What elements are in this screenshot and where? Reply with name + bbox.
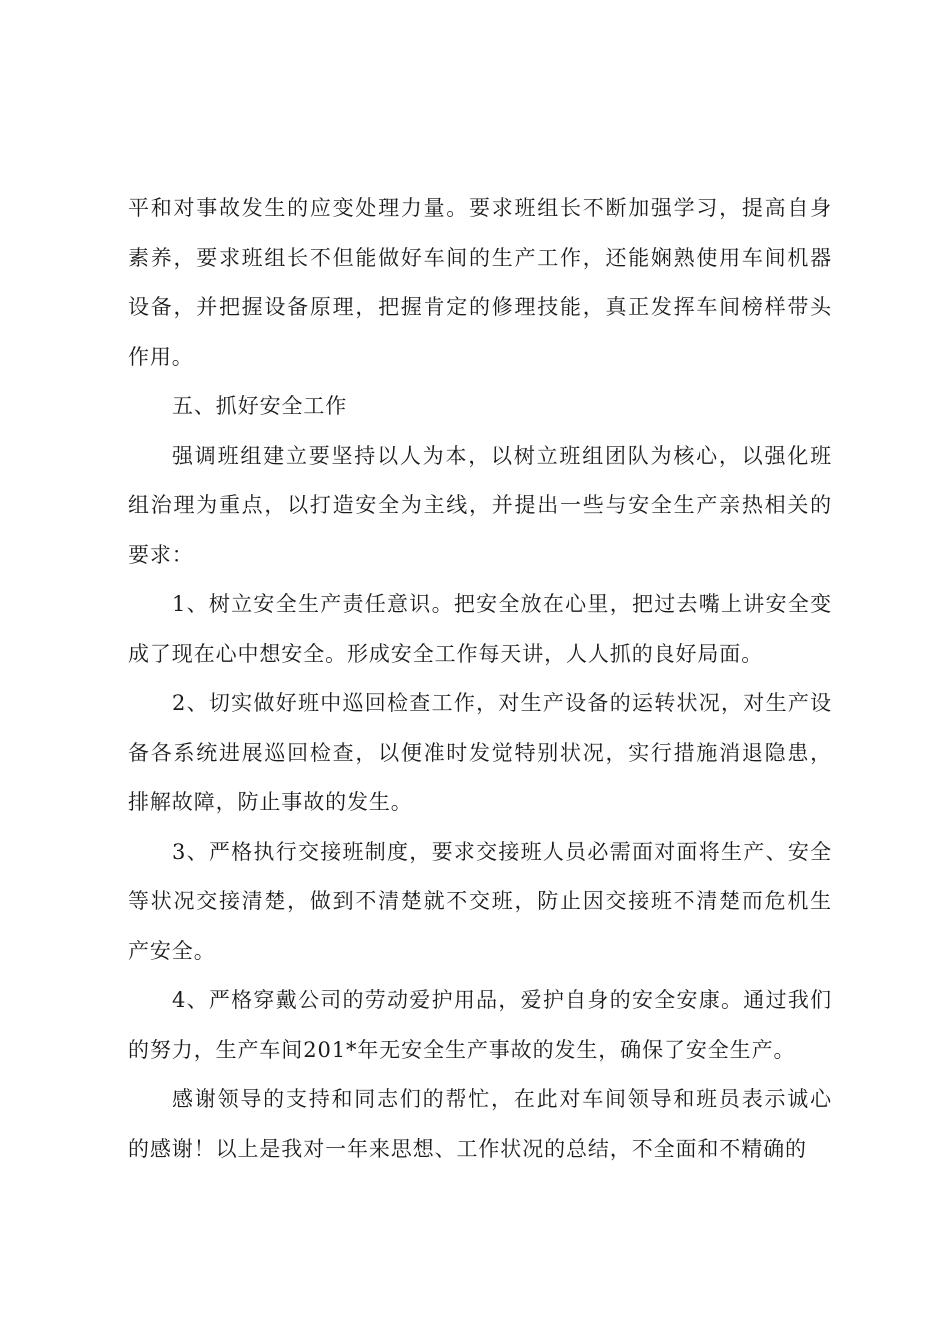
text-line: 备各系统进展巡回检查，以便准时发觉特别状况，实行措施消退隐患， [128,740,832,765]
text-line: 产安全。 [128,938,216,963]
paragraph [128,382,832,432]
text-line: 平和对事故发生的应变处理力量。要求班组长不断加强学习，提高自身 [128,196,832,220]
text-line: 2、切实做好班中巡回检查工作，对生产设备的运转状况，对生产设 [172,691,832,715]
text-line: 素养，要求班组长不但能做好车间的生产工作，还能娴熟使用车间机器 [128,245,832,270]
text-line: 的感谢！以上是我对一年来思想、工作状况的总结，不全面和不精确的 [128,1136,807,1161]
text-line: 设备，并把握设备原理，把握肯定的修理技能，真正发挥车间榜样带头 [128,295,832,319]
paragraph [128,1075,832,1174]
text-line: 1、树立安全生产责任意识。把安全放在心里，把过去嘴上讲安全变 [172,592,832,616]
paragraph [128,976,832,1075]
text-line: 组治理为重点，以打造安全为主线，并提出一些与安全生产亲热相关的 [128,493,832,517]
text-line: 感谢领导的支持和同志们的帮忙，在此对车间领导和班员表示诚心 [172,1087,832,1111]
text-line: 等状况交接清楚，做到不清楚就不交班，防止因交接班不清楚而危机生 [128,889,832,913]
text-line: 4、严格穿戴公司的劳动爱护用品，爱护自身的安全安康。通过我们 [172,988,832,1012]
paragraph [128,184,832,382]
text-line: 排解故障，防止事故的发生。 [128,790,413,814]
paragraph [128,432,832,581]
text-line: 3、严格执行交接班制度，要求交接班人员必需面对面将生产、安全 [172,839,832,864]
text-line: 的努力，生产车间201*年无安全生产事故的发生，确保了安全生产。 [128,1037,796,1062]
text-line: 五、抓好安全工作 [172,394,348,418]
text-line: 强调班组建立要坚持以人为本，以树立班组团队为核心，以强化班 [172,443,832,468]
text-line: 成了现在心中想安全。形成安全工作每天讲，人人抓的良好局面。 [128,641,764,666]
document-body [128,184,832,1174]
paragraph [128,679,832,828]
paragraph [128,828,832,977]
text-line: 作用。 [128,344,194,369]
text-line: 要求： [128,542,194,567]
paragraph [128,580,832,679]
